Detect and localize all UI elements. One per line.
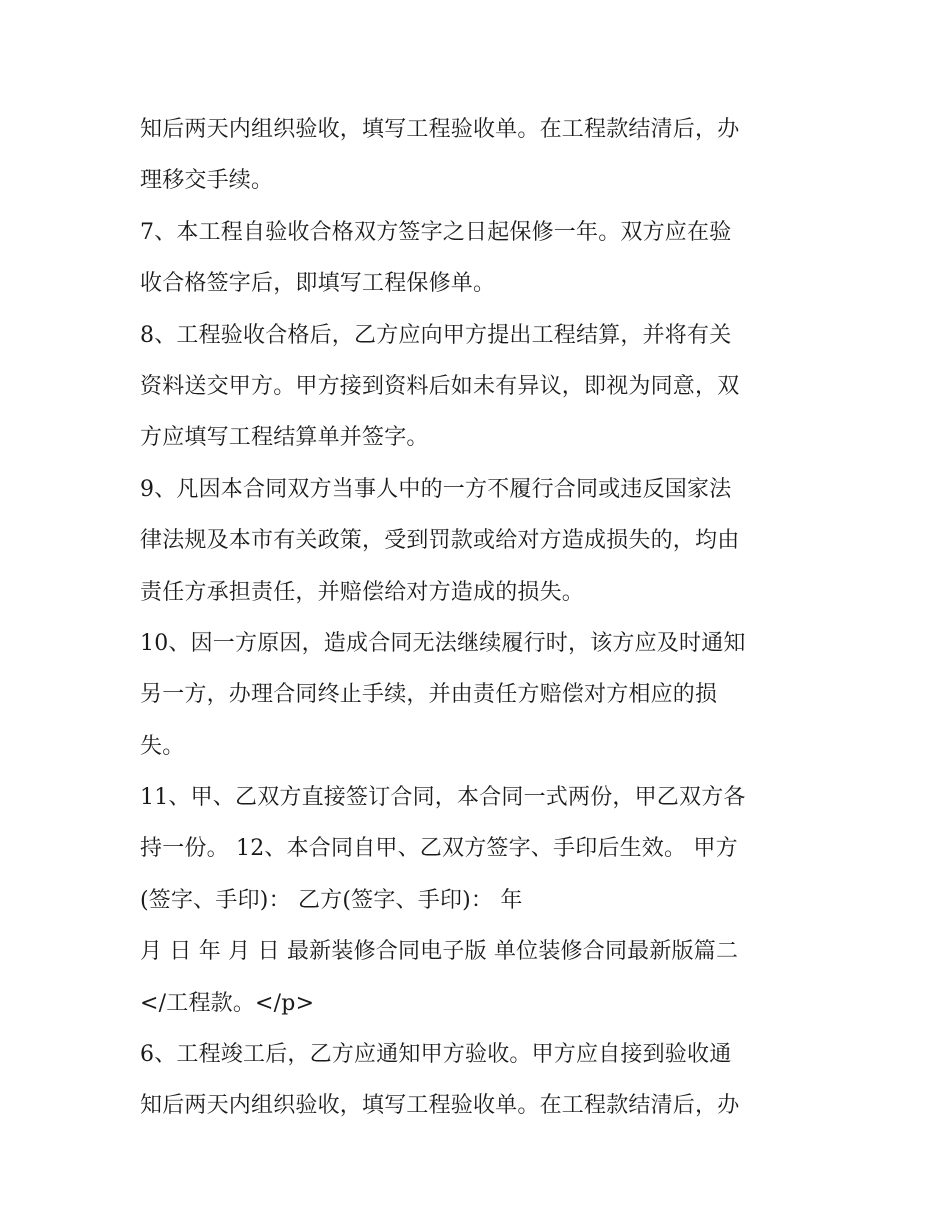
text-line: 月 日 年 月 日 最新装修合同电子版 单位装修合同最新版篇二 [140, 939, 739, 965]
text-line: 6、工程竣工后，乙方应通知甲方验收。甲方应自接到验收通 [140, 1042, 732, 1068]
text-line: 失。 [140, 733, 185, 759]
text-line: 10、因一方原因，造成合同无法继续履行时，该方应及时通知 [140, 630, 746, 656]
contract-text-body [140, 104, 820, 1132]
text-line: 知后两天内组织验收，填写工程验收单。在工程款结清后，办 [140, 117, 740, 142]
text-line: 8、工程验收合格后，乙方应向甲方提出工程结算，并将有关 [140, 322, 732, 348]
text-line: 9、凡因本合同双方当事人中的一方不履行合同或违反国家法 [140, 476, 732, 502]
text-line: 责任方承担责任，并赔偿给对方造成的损失。 [140, 579, 585, 605]
text-line: 11、甲、乙双方直接签订合同，本合同一式两份，甲乙双方各 [140, 785, 746, 811]
text-line: 资料送交甲方。甲方接到资料后如未有异议，即视为同意，双 [140, 373, 740, 399]
text-line: </工程款。</p> [140, 990, 315, 1016]
text-line: 方应填写工程结算单并签字。 [140, 425, 429, 451]
text-line: (签字、手印)： 乙方(签字、手印)： 年 [140, 887, 523, 913]
text-line: 收合格签字后，即填写工程保修单。 [140, 271, 496, 297]
text-line: 理移交手续。 [140, 168, 274, 194]
text-line: 律法规及本市有关政策，受到罚款或给对方造成损失的，均由 [140, 528, 740, 554]
text-line: 另一方，办理合同终止手续，并由责任方赔偿对方相应的损 [140, 682, 718, 708]
text-line: 持一份。 12、本合同自甲、乙双方签字、手印后生效。 甲方 [140, 836, 738, 862]
text-line: 知后两天内组织验收，填写工程验收单。在工程款结清后，办 [140, 1093, 740, 1119]
text-line: 7、本工程自验收合格双方签字之日起保修一年。双方应在验 [140, 219, 732, 245]
